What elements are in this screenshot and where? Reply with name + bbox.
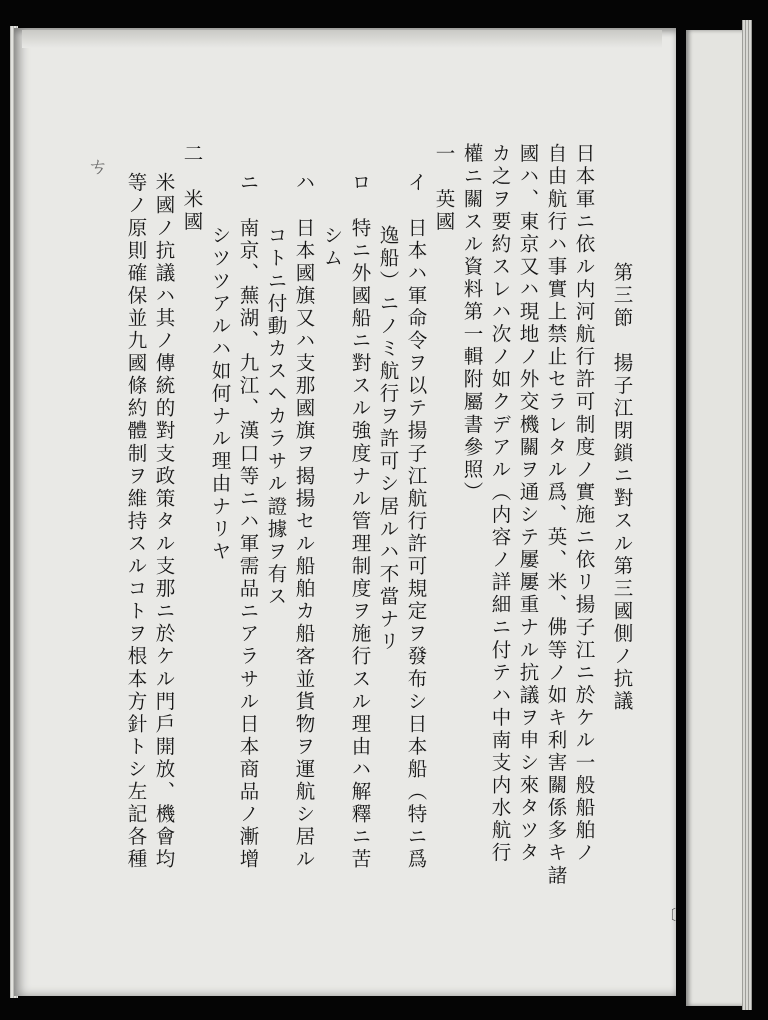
text-column: 自由航行ハ事實上禁止セラレタル爲、英、米、佛等ノ如キ利害關係多キ諸 bbox=[544, 143, 568, 888]
text-column: ロ 特ニ外國船ニ對スル強度ナル管理制度ヲ施行スル理由ハ解釋ニ苦 bbox=[348, 172, 372, 872]
text-column: ハ 日本國旗又ハ支那國旗ヲ揭揚セル船舶カ船客並貨物ヲ運航シ居ル bbox=[292, 172, 316, 872]
facing-page bbox=[686, 30, 744, 1006]
margin-mark: ㄘ bbox=[88, 154, 108, 178]
text-column: 米國ノ抗議ハ其ノ傳統的對支政策タル支那ニ於ケル門戶開放、機會均 bbox=[152, 172, 176, 872]
text-column: 日本軍ニ依ル内河航行許可制度ノ實施ニ依リ揚子江ニ於ケル一般船舶ノ bbox=[572, 143, 596, 865]
subheading-usa: 二 米國 bbox=[180, 143, 204, 234]
text-column: 逸船）ニノミ航行ヲ許可シ居ルハ不當ナリ bbox=[376, 225, 400, 654]
text-column: コトニ付動カスヘカラサル證據ヲ有ス bbox=[264, 225, 288, 609]
text-column: イ 日本ハ軍命令ヲ以テ揚子江航行許可規定ヲ發布シ日本船（特ニ爲 bbox=[404, 172, 428, 872]
section-heading: 第三節 揚子江閉鎖ニ對スル第三國側ノ抗議 bbox=[610, 262, 634, 713]
text-column: 等ノ原則確保並九國條約體制ヲ維持スルコトヲ根本方針トシ左記各種 bbox=[124, 172, 148, 872]
text-column: 國ハ、東京又ハ現地ノ外交機關ヲ通シテ屢屢重ナル抗議ヲ申シ來タツタ bbox=[516, 143, 540, 865]
text-column: シツツアルハ如何ナル理由ナリヤ bbox=[208, 225, 232, 564]
text-column: カ之ヲ要約スレハ次ノ如クデアル（内容ノ詳細ニ付テハ中南支内水航行 bbox=[488, 143, 512, 865]
text-column: 權ニ關スル資料第一輯附屬書參照） bbox=[460, 143, 484, 504]
margin-mark-bottom: 〔 bbox=[662, 908, 676, 924]
page-top-shadow bbox=[22, 30, 662, 48]
subheading-britain: 一 英國 bbox=[432, 143, 456, 234]
facing-page-edge bbox=[742, 20, 752, 1010]
text-column: シム bbox=[320, 225, 344, 271]
text-column: ニ 南京、蕪湖、九江、漢口等ニハ軍需品ニアラサル日本商品ノ漸增 bbox=[236, 172, 260, 872]
